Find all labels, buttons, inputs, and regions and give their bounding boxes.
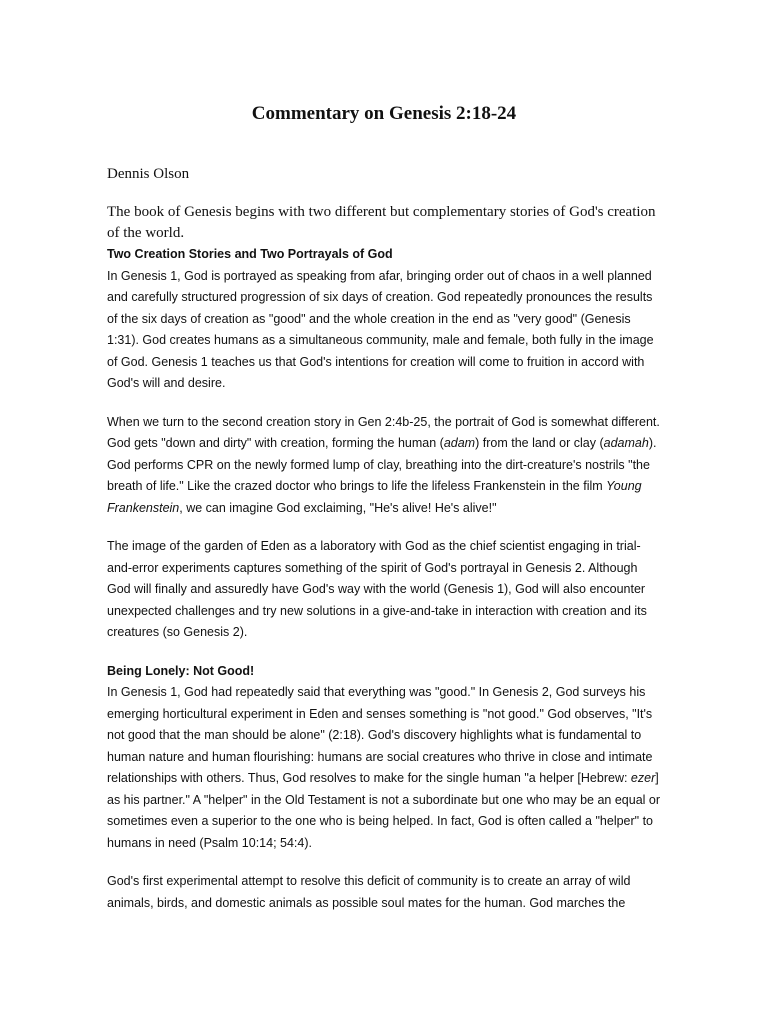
section-heading-creation-stories: Two Creation Stories and Two Portrayals of God	[107, 247, 393, 261]
intro-paragraph: The book of Genesis begins with two different but complementary stories of God's creation of the world.	[107, 204, 656, 241]
paragraph: The image of the garden of Eden as a laboratory with God as the chief scientist engaging in trial-and-error experiments captures something of the spirit of God's portrayal in Genesis 2. Although God will finally and assuredly have God's way with the world (Genesis 1), God will also encounter unexpected challenges and try new solutions in a give-and-take in interaction with creation and its creatures (so Genesis 2).	[107, 539, 647, 639]
paragraph: In Genesis 1, God had repeatedly said that everything was "good." In Genesis 2, God surveys his emerging horticultural experiment in Eden and senses something is "not good." God observes, "It's not good that the man should be alone" (2:18). God's discovery highlights what is fundamental to human nature and human flourishing: humans are social creatures who thrive in close and intimate relationships with others. Thus, God resolves to make for the single human "a helper [Hebrew: ezer] as his partner." A "helper" in the Old Testament is not a subordinate but one who may be an equal or sometimes even a superior to the one who is being helped. In fact, God is often called a "helper" to humans in need (Psalm 10:14; 54:4).	[107, 685, 661, 850]
paragraph: In Genesis 1, God is portrayed as speaking from afar, bringing order out of chaos in a well planned and carefully structured progression of six days of creation. God repeatedly pronounces the results of the six days of creation as "good" and the whole creation in the end as "very good" (Genesis 1:31). God creates humans as a simultaneous community, male and female, both fully in the image of God. Genesis 1 teaches us that God's intentions for creation will come to fruition in accord with God's will and desire.	[107, 268, 654, 390]
paragraph: God's first experimental attempt to resolve this deficit of community is to create an array of wild animals, birds, and domestic animals as possible soul mates for the human. God marches the	[107, 874, 631, 910]
document-title: Commentary on Genesis 2:18-24	[251, 103, 517, 124]
paragraph: When we turn to the second creation story in Gen 2:4b-25, the portrait of God is somewhat different. God gets "down and dirty" with creation, forming the human (adam) from the land or clay (adamah). God performs CPR on the newly formed lump of clay, breathing into the dirt-creature's nostrils "the breath of life." Like the crazed doctor who brings to life the lifeless Frankenstein in the film Young Frankenstein, we can imagine God exclaiming, "He's alive! He's alive!"	[107, 414, 660, 515]
author-name: Dennis Olson	[107, 166, 190, 182]
section-heading-being-lonely: Being Lonely: Not Good!	[107, 663, 255, 678]
